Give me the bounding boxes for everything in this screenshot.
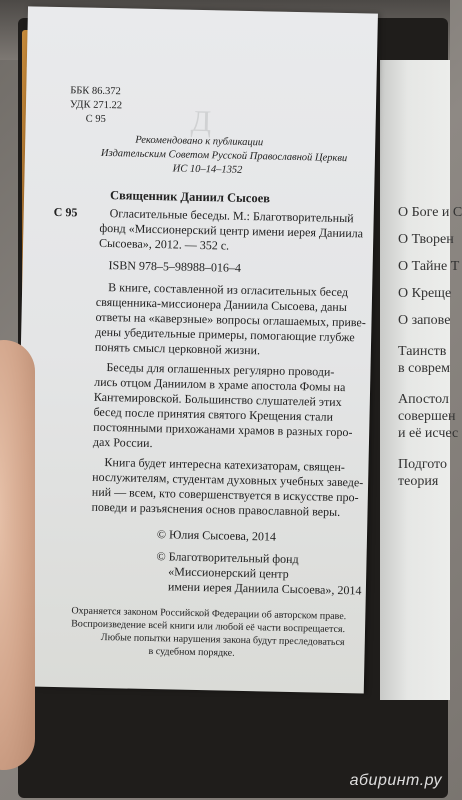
toc-line: О Творен: [398, 232, 454, 247]
bbk-code: ББК 86.372: [70, 85, 121, 98]
paragraph-line: священника-миссионера Даниила Сысоева, даны: [95, 294, 347, 315]
toc-line: совершен: [398, 409, 456, 424]
legal-line: Охраняется законом Российской Федерации об авторском праве.: [71, 605, 347, 623]
paragraph-line: Кантемировской. Большинство слушателей этих: [93, 389, 342, 409]
copyright-fund: имени иерея Даниила Сысоева», 2014: [167, 579, 362, 598]
paragraph-line: лись отцом Даниилом в храме апостола Фомы на: [94, 374, 346, 395]
paragraph-line: дах России.: [92, 434, 153, 451]
toc-line: О Тайне Т: [398, 259, 460, 274]
paragraph-line: В книге, составленной из огласительных бесед: [108, 280, 349, 300]
copyright-fund: «Миссионерский центр: [168, 564, 289, 581]
toc-line: О Креще: [398, 286, 452, 301]
thumb: [0, 340, 35, 770]
udk-code: УДК 271.22: [69, 99, 123, 112]
toc-line: Апостол: [398, 392, 449, 407]
paragraph-line: понять смысл церковной жизни.: [94, 339, 261, 358]
paragraph-line: поведи и разъяснения основ православной веры.: [91, 499, 341, 519]
book-page: [14, 6, 378, 693]
title-line: Огласительные беседы. М.: Благотворительный: [109, 206, 354, 226]
paragraph-line: нослужителям, студентам духовных учебных заведе-: [92, 469, 364, 490]
author-code-main: С 95: [53, 204, 78, 220]
toc-line: О Боге и С: [398, 205, 462, 220]
title-line: фонд «Миссионерский центр имени иерея Даниила: [99, 220, 364, 241]
legal-line: в судебном порядке.: [148, 646, 235, 659]
recommended-line: Издательским Советом Русской Православной Церкви: [100, 147, 348, 165]
recommended-line: Рекомендовано к публикации: [135, 134, 264, 149]
paragraph-line: дены убедительные примеры, помогающие глубже: [95, 324, 355, 345]
paragraph-line: Книга будет интересна катехизаторам, священ-: [104, 455, 345, 475]
title-line: Сысоева», 2012. — 352 с.: [98, 235, 230, 253]
author-code-top: С 95: [85, 113, 106, 125]
toc-line: и её исчес: [398, 426, 459, 441]
legal-line: Любые попытки нарушения закона будут преследоваться: [100, 631, 345, 649]
isbn: ISBN 978–5–98988–016–4: [108, 258, 242, 275]
paragraph-line: ответы на «каверзные» вопросы оглашаемых, приве-: [95, 309, 366, 330]
right-page: [380, 60, 462, 700]
paragraph-line: Беседы для оглашенных регулярно проводи-: [106, 360, 335, 379]
bleed-through-text: Д: [190, 104, 212, 139]
recommended-line: ИС 10–14–1352: [172, 163, 243, 176]
toc-line: О запове: [398, 313, 451, 328]
legal-line: Воспроизведение всей книги или любой её части воспрещается.: [70, 618, 346, 636]
copyright-fund: © Благотворительный фонд: [156, 549, 299, 567]
watermark-logo: абиринт.ру: [349, 772, 442, 789]
paragraph-line: ний — всем, кто совершенствуется в искусстве про-: [91, 484, 359, 505]
paragraph-line: постоянными прихожанами храмов в разных горо-: [93, 419, 353, 440]
toc-line: Подгото: [398, 457, 447, 472]
toc-line: в соврем: [398, 361, 451, 376]
paragraph-line: бесед после принятия святого Крещения стали: [93, 404, 334, 424]
toc-line: Таинств: [398, 344, 447, 359]
author-name: Священник Даниил Сысоев: [109, 188, 271, 206]
toc-line: теория: [398, 474, 439, 489]
copyright-author: © Юлия Сысоева, 2014: [156, 527, 277, 544]
